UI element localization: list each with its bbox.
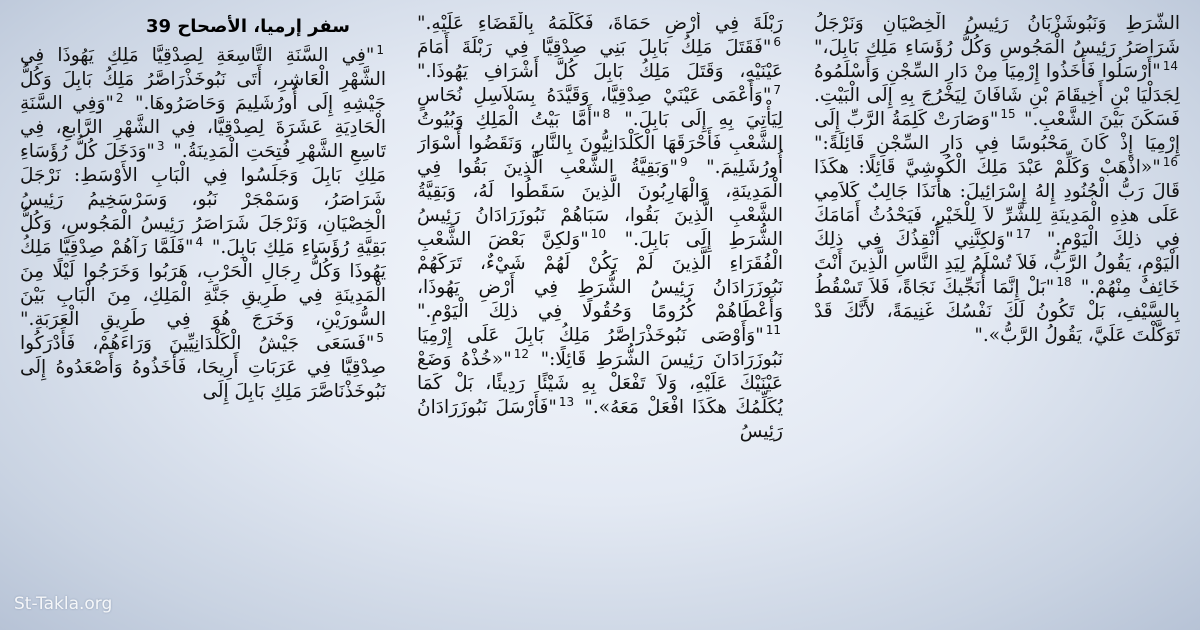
verse-text: "فَلَمَّا رَآهُمْ صِدْقِيَّا مَلِكُ يَهُوذَا وَكُلُّ رِجَالِ الْحَرْبِ، هَرَبُوا وَخَرَجُوا لَيْلًا مِنَ الْمَدِينَةِ فِي طَرِيقِ جَنَّةِ الْمَلِكِ، مِنَ الْبَابِ بَيْنَ السُّورَيْنِ، وَخَرَجَ هُوَ فِي طَرِيقِ الْعَرَبَةِ." (20, 237, 386, 330)
verse-number: 14 (1162, 58, 1178, 73)
verse-text: الشُّرَطِ وَنَبُوشَزْبَانُ رَئِيسُ الْخِصْيَانِ وَنَرْجَلُ شَرَاصَرُ رَئِيسُ الْمَجُوسِ وَكُلُّ رُؤَسَاءِ مَلِكِ بَابِلَ،" (814, 13, 1180, 58)
verse-text: "وَفِي السَّنَةِ الْحَادِيَةِ عَشَرَةَ لِصِدْقِيَّا، فِي الشَّهْرِ الرَّابعِ، فِي تَاسِعِ الشَّهْرِ فُتِحَتِ الْمَدِينَةُ." (20, 93, 386, 162)
verse-text: "بَلْ إِنَّمَا أُنَجِّيكَ نَجَاةً، فَلاَ تَسْقُطُ بِالسَّيْفِ، بَلْ تَكُونُ لَكَ نَفْسُكَ غَنِيمَةً، لأَنَّكَ قَدْ تَوَكَّلْتَ عَلَيَّ، يَقُولُ الرَّبُّ»." (814, 277, 1180, 346)
column-paragraph (20, 44, 386, 404)
verse-text: "وَأَعْمَى عَيْنَيْ صِدْقِيَّا، وَقَيَّدَهُ بِسَلاَسِلِ نُحَاسٍ لِيَأْتِيَ بِهِ إِلَى بَابِلَ." (417, 85, 783, 130)
verse-number: 4 (195, 234, 204, 249)
verse-text: "أَمَّا بَيْتُ الْمَلِكِ وَبُيُوتُ الشَّعْبِ فَأَحْرَقَهَا الْكَلْدَانِيُّونَ بِالنَّارِ، وَنَقَضُوا أَسْوَارَ أُورُشَلِيمَ." (417, 109, 783, 178)
verse-text: "«اذْهَبْ وَكَلِّمْ عَبْدَ مَلِكَ الْكُوشِيَّ قَائِلًا: هكَذَا قَالَ رَبُّ الْجُنُودِ إِلهُ إِسْرَائِيلَ: هأَنَذَا جَالِبٌ كَلاَمِي عَلَى هذِهِ الْمَدِينَةِ لِلشَّرِّ لاَ لِلْخَيْرِ، فَيَحْدُثُ أَمَامَكَ فِي ذلِكَ الْيَوْمِ." (814, 157, 1180, 250)
verse-number: 6 (773, 34, 781, 49)
verse-text: "فَأَرْسَلَ نَبُوزَرَادَانُ رَئِيسُ (417, 397, 783, 442)
verse-text: "وَصَارَتْ كَلِمَةُ الرَّبِّ إِلَى إِرْمِيَا إِذْ كَانَ مَحْبُوسًا فِي دَارِ السِّجْنِ قَائِلَةً:" (814, 109, 1180, 154)
verse-text: "وَلكِنَّنِي أُنْقِذُكَ فِي ذلِكَ الْيَوْمِ، يَقُولُ الرَّبُّ، فَلاَ تُسْلَمُ لِيَدِ النَّاسِ الَّذِينَ أَنْتَ خَائِفٌ مِنْهُمْ." (814, 229, 1180, 298)
verse-text: "فَقَتَلَ مَلِكُ بَابِلَ بَنِي صِدْقِيَّا فِي رَبْلَةَ أَمَامَ عَيْنَيْهِ، وَقَتَلَ مَلِكُ بَابِلَ كُلَّ أَشْرَافِ يَهُوذَا." (417, 37, 783, 82)
verse-number: 2 (115, 90, 124, 105)
verse-number: 11 (765, 322, 781, 337)
column-paragraph (814, 12, 1180, 348)
verse-text: "أَرْسَلُوا فَأَخَذُوا إِرْمِيَا مِنْ دَارِ السِّجْنِ وَأَسْلَمُوهُ لِجَدَلْيَا بْنِ أَخِيقَامَ بْنِ شَافَانَ لِيَخْرُجَ بِهِ إِلَى الْبَيْتِ. فَسَكَنَ بَيْنَ الشَّعْبِ." (814, 61, 1180, 130)
verse-number: 10 (590, 226, 607, 241)
verse-text: "فَسَعَى جَيْشُ الْكَلْدَانِيِّينَ وَرَاءَهُمْ، فَأَدْرَكُوا صِدْقِيَّا فِي عَرَبَاتِ أَرِيحَا، فَأَخَذُوهُ وَأَصْعَدُوهُ إِلَى نَبُوخَذْنَاصَّرَ مَلِكِ بَابِلَ إِلَى (20, 333, 386, 402)
verse-number: 1 (376, 42, 384, 57)
text-column-left (814, 12, 1180, 620)
verse-text: "فِي السَّنَةِ التَّاسِعَةِ لِصِدْقِيَّا مَلِكِ يَهُوذَا فِي الشَّهْرِ الْعَاشِرِ، أَتَى نَبُوخَذْرَاصَّرُ مَلِكُ بَابِلَ وَكُلُّ جَيْشِهِ إِلَى أُورُشَلِيمَ وَحَاصَرُوهَا." (20, 45, 386, 114)
chapter-title: سفر إرميا، الأصحاح 39 (145, 16, 350, 37)
verse-number: 18 (1056, 274, 1072, 289)
verse-text: "وَأَوْصَى نَبُوخَذْرَاصَّرُ مَلِكُ بَابِلَ عَلَى إِرْمِيَا نَبُوزَرَادَانَ رَئِيسَ الشُّرَطِ قَائِلًا:" (417, 325, 783, 370)
verse-number: 15 (1000, 106, 1016, 121)
verse-number: 7 (773, 82, 781, 97)
verse-number: 17 (1015, 226, 1031, 241)
text-column-right (20, 12, 386, 620)
verse-number: 3 (156, 138, 165, 153)
verse-text: "«خُذْهُ وَضَعْ عَيْنَيْكَ عَلَيْهِ، وَلاَ تَفْعَلْ بِهِ شَيْئًا رَدِيئًا، بَلْ كَمَا يُكَلِّمُكَ هكَذَا افْعَلْ مَعَهُ»." (417, 349, 783, 418)
verse-number: 13 (558, 394, 575, 409)
verse-text: رَبْلَةَ فِي أَرْضِ حَمَاةَ، فَكَلَّمَهُ بِالْقَضَاءِ عَلَيْهِ." (417, 13, 783, 34)
verse-number: 5 (376, 330, 384, 345)
verse-number: 16 (1162, 154, 1178, 169)
verse-number: 8 (602, 106, 611, 121)
column-paragraph (417, 12, 783, 444)
site-watermark: St-Takla.org (14, 594, 113, 614)
verse-number: 12 (513, 346, 530, 361)
text-column-middle (417, 12, 783, 620)
verse-text: "وَدَخَلَ كُلُّ رُؤَسَاءِ مَلِكِ بَابِلَ وَجَلَسُوا فِي الْبَابِ الأَوْسَطِ: نَرْجَلَ شَرَاصَرُ، وَسَمْجَرْ نَبُو، وَسَرْسَخِيمُ رَئِيسُ الْخِصْيَانِ، وَنَرْجَلَ شَرَاصَرُ رَئِيسُ الْمَجُوسِ، وَكُلُّ بَقِيَّةِ رُؤَسَاءِ مَلِكِ بَابِلَ." (20, 141, 386, 258)
verse-number: 9 (679, 154, 688, 169)
verse-text: "وَبَقِيَّةُ الشَّعْبِ الَّذِينَ بَقُوا فِي الْمَدِينَةِ، وَالْهَارِبُونَ الَّذِينَ سَقَطُوا لَهُ، وَبَقِيَّةُ الشَّعْبِ الَّذِينَ بَقُوا، سَبَاهُمْ نَبُوزَرَادَانُ رَئِيسُ الشُّرَطِ إِلَى بَابِلَ." (417, 157, 783, 250)
verse-text: "وَلكِنَّ بَعْضَ الشَّعْبِ الْفُقَرَاءِ الَّذِينَ لَمْ يَكُنْ لَهُمْ شَيْءٌ، تَرَكَهُمْ نَبُوزَرَادَانُ رَئِيسُ الشُّرَطِ فِي أَرْضِ يَهُوذَا، وَأَعْطَاهُمْ كُرُومًا وَحُقُولًا فِي ذلِكَ الْيَوْمِ." (417, 229, 783, 322)
